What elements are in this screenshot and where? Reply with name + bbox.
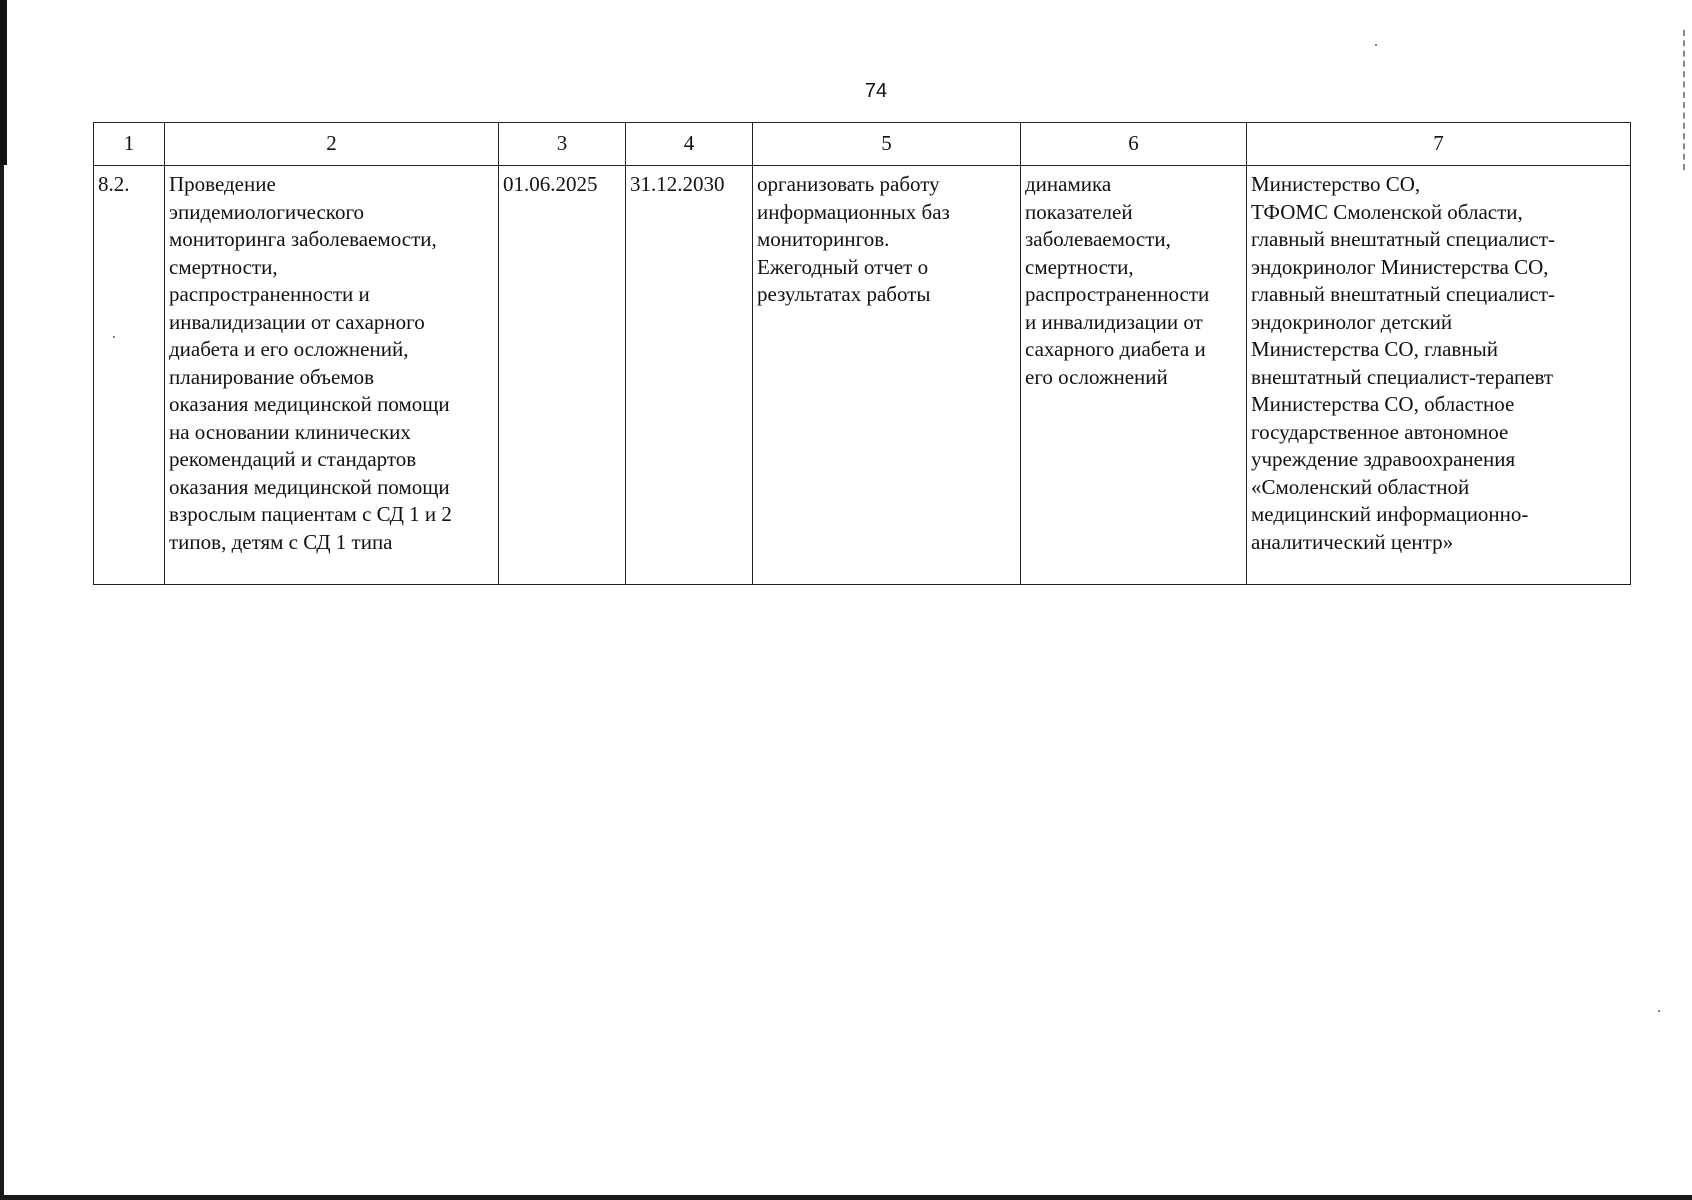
indicator-cell [1021, 166, 1247, 585]
scan-border-left-thick [0, 0, 7, 165]
header-cell: 7 [1247, 123, 1631, 166]
scan-dot [1658, 1010, 1660, 1012]
end-date: 31.12.2030 [630, 172, 725, 196]
start-date: 01.06.2025 [503, 172, 598, 196]
header-cell: 4 [626, 123, 753, 166]
event-text: Проведение эпидемиологического мониторинга заболеваемости, смертности, распространенности и инвалидизации от сахарного диабета и его осложнений, планирование объемов оказания медицинской помощи на основании клинических рекомендаций и стандартов оказания медицинской помощи взрослым пациентам с СД 1 и 2 типов, детям с СД 1 типа [169, 172, 452, 554]
scan-mark-right [1683, 30, 1687, 170]
scan-border-left [0, 0, 4, 1200]
event-cell [165, 166, 499, 585]
result-cell [753, 166, 1021, 585]
row-number-cell [94, 166, 165, 585]
page-number: 74 [864, 80, 888, 102]
end-date-cell [626, 166, 753, 585]
scan-border-bottom [0, 1195, 1692, 1200]
responsible-text: Министерство СО, ТФОМС Смоленской области, главный внештатный специалист- эндокринолог Министерства СО, главный внештатный специалист- эндокринолог детский Министерства СО, главный внештатный специалист-терапевт Министерства СО, областное государственное автономное учреждение здравоохранения «Смоленский областной медицинский информационно- аналитический центр» [1251, 172, 1556, 554]
row-number: 8.2. [98, 172, 130, 196]
table-row [94, 166, 1631, 585]
header-cell: 2 [165, 123, 499, 166]
header-cell: 3 [499, 123, 626, 166]
header-cell: 5 [753, 123, 1021, 166]
header-cell: 1 [94, 123, 165, 166]
responsible-cell [1247, 166, 1631, 585]
indicator-text: динамика показателей заболеваемости, смертности, распространенности и инвалидизации от сахарного диабета и его осложнений [1025, 172, 1210, 389]
plan-table [93, 122, 1631, 585]
result-text: организовать работу информационных баз мониторингов. Ежегодный отчет о результатах работы [757, 172, 950, 306]
header-cell: 6 [1021, 123, 1247, 166]
scan-dot [1375, 44, 1377, 46]
header-row [94, 123, 1631, 166]
start-date-cell [499, 166, 626, 585]
